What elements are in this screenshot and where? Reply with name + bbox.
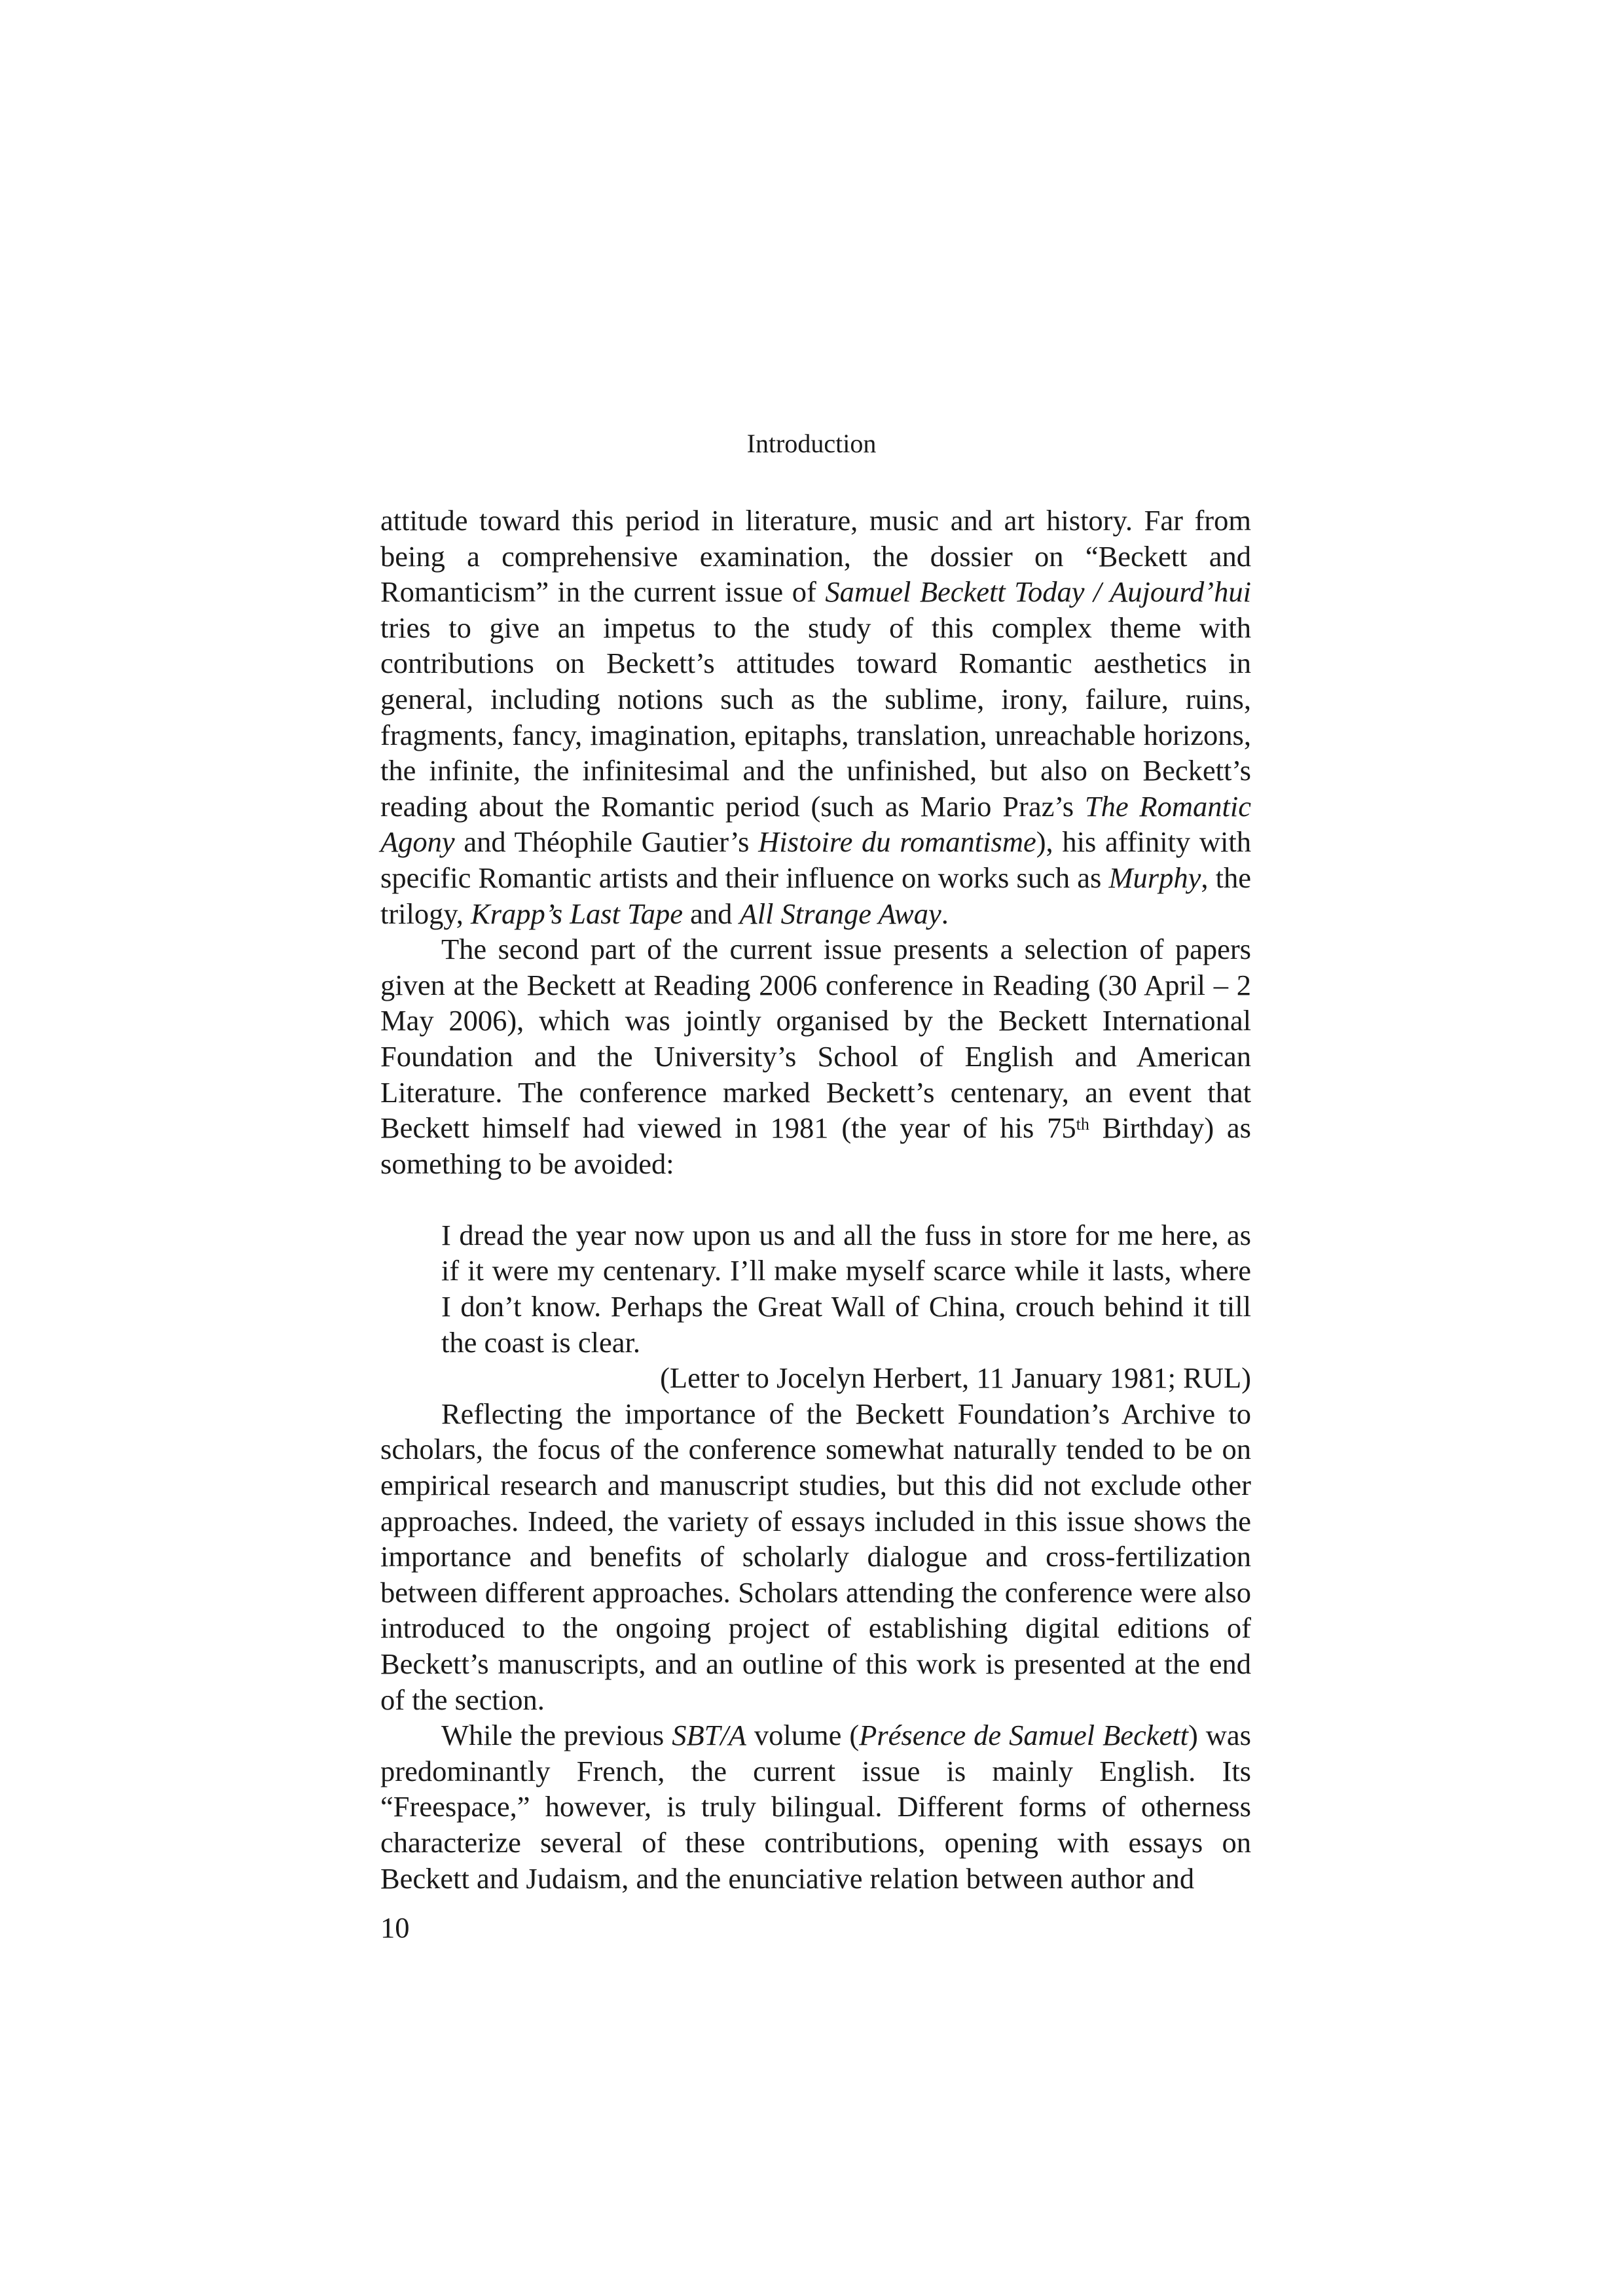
paragraph-text: and (683, 897, 740, 930)
paragraph-freespace (380, 1717, 1251, 1896)
journal-abbreviation: SBT/A (672, 1719, 746, 1752)
quote-text: I dread the year now upon us and all the fuss in store for me here, as if it were my centenary. I’ll make myself scarce while it lasts, where I don’t know. Perhaps the Great Wall of China, crouch behind it till the coast is clear. (441, 1218, 1251, 1359)
book-title: The Romantic Agony (380, 789, 1251, 859)
paragraph-text: While the previous (441, 1719, 672, 1752)
paragraph-archive: Reflecting the importance of the Beckett Foundation’s Archive to scholars, the focus of the conference somewhat naturally tended to be on empirical research and manuscript studies, but this did not exclude other approaches. Indeed, the variety of essays included in this issue shows the importance and benefits of scholarly dialogue and cross-fertilization between different approaches. Scholars attending the conference were also introduced to the ongoing project of establishing digital editions of Beckett’s manuscripts, and an outline of this work is presented at the end of the section. (380, 1397, 1251, 1716)
page-number: 10 (380, 1911, 410, 1944)
work-title: Murphy (1108, 861, 1201, 894)
paragraph-text: . (941, 897, 949, 930)
volume-title: Présence de Samuel Beckett (859, 1719, 1188, 1752)
ordinal-superscript: th (1076, 1115, 1089, 1134)
paragraph-text: volume ( (746, 1719, 860, 1752)
work-title: All Strange Away (739, 897, 941, 930)
block-quote (441, 1217, 1251, 1396)
paragraph-text: , the trilogy, (380, 861, 1251, 930)
running-header: Introduction (746, 429, 877, 458)
paragraph-text: Birthday) as something to be avoided: (380, 1111, 1251, 1180)
paragraph-text: ) was predominantly French, the current issue is mainly English. Its “Freespace,” however, is truly bilingual. Different forms of otherness characterize several of these contributions, opening with essays on Beckett and Judaism, and the enunciative relation between author and (380, 1719, 1251, 1895)
paragraph-text: attitude toward this period in literature, music and art history. Far from being a comprehensive examination, the dossier on “Beckett and Romanticism” in the current issue of (380, 504, 1251, 609)
book-title: Histoire du romantisme (758, 825, 1036, 859)
paragraph-text: tries to give an impetus to the study of this complex theme with contributions on Beckett’s attitudes toward Romantic aesthetics in general, including notions such as the sublime, irony, failure, ruins, fragments, fancy, imagination, epitaphs, translation, unreachable horizons, the infinite, the infinitesimal and the unfinished, but also on Beckett’s reading about the Romantic period (such as Mario Praz’s (380, 611, 1251, 823)
work-title: Krapp’s Last Tape (471, 897, 684, 930)
paragraph-text: The second part of the current issue presents a selection of papers given at the Beckett at Reading 2006 conference in Reading (30 April – 2 May 2006), which was jointly organised by the Beckett International Foundation and the University’s School of English and American Literature. The conference marked Beckett’s centenary, an event that Beckett himself had viewed in 1981 (the year of his 75 (380, 933, 1251, 1145)
journal-title: Samuel Beckett Today / Aujourd’hui (825, 575, 1251, 609)
paragraph-text: ), his affinity with specific Romantic artists and their influence on works such as (380, 825, 1251, 894)
quote-citation: (Letter to Jocelyn Herbert, 11 January 1981; RUL) (660, 1361, 1251, 1395)
paragraph-conference (380, 931, 1251, 1181)
body-text (380, 503, 1251, 1896)
paragraph-text: and Théophile Gautier’s (454, 825, 759, 859)
paragraph-romanticism (380, 503, 1251, 931)
